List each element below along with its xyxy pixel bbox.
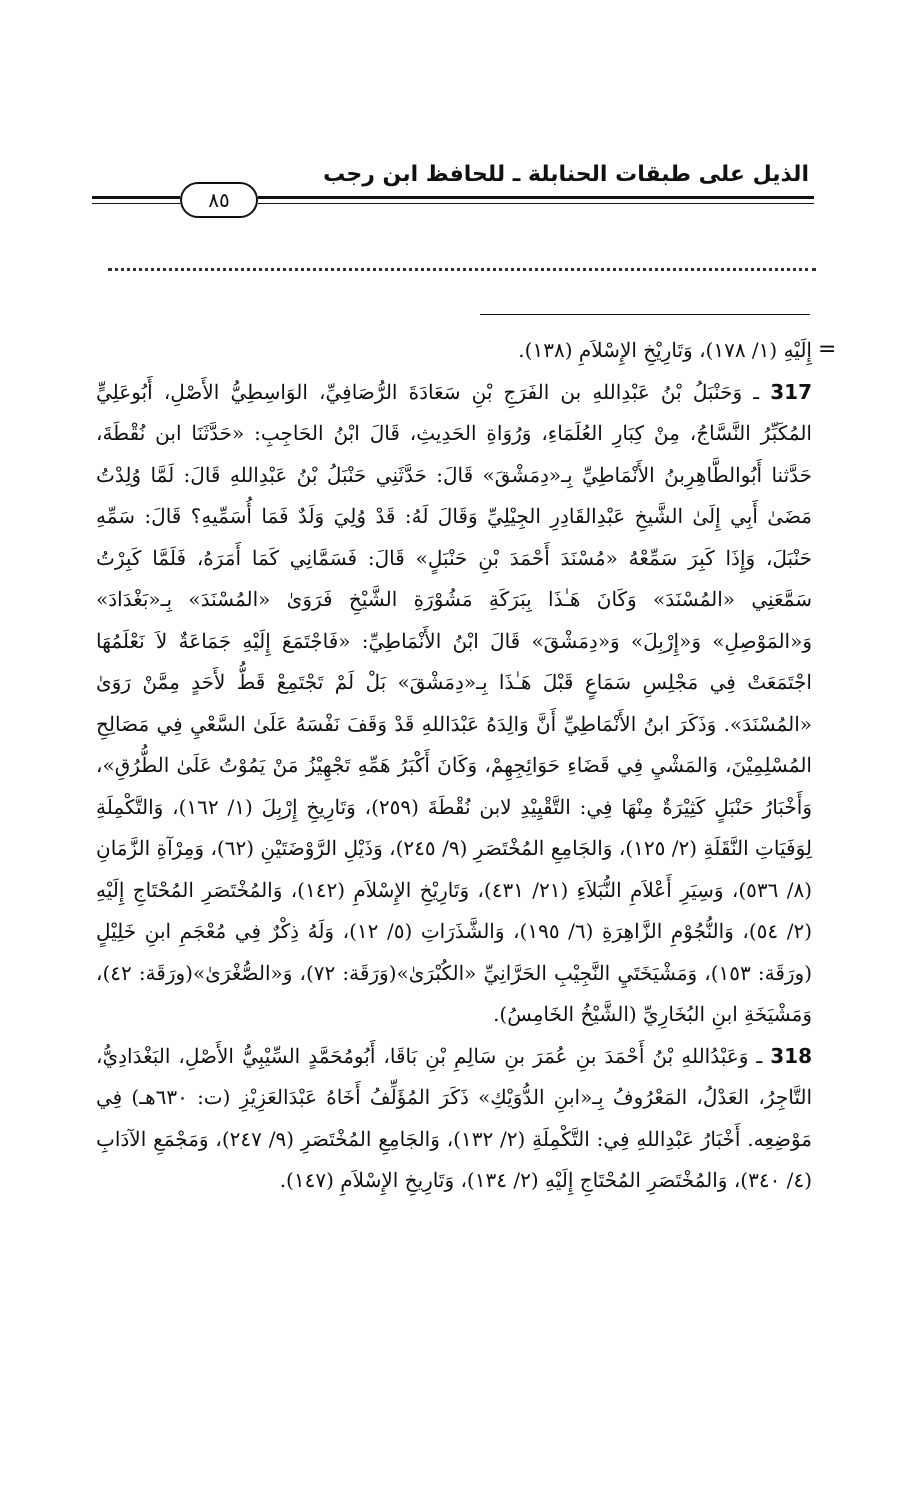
running-header: الذيل على طبقات الحنابلة ـ للحافظ ابن رجب xyxy=(323,162,809,187)
header-rule-right xyxy=(258,196,814,204)
entry-number: 317 xyxy=(770,379,812,404)
continuation-mark: = xyxy=(818,337,837,362)
entry-text: ـ وَحَنْبَلُ بْنُ عَبْدِاللهِ بن الفَرَجِ بْنِ سَعَادَةَ الرُّصَافِيِّ، الوَاسِطِيُّ الأَصْلِ، أَبُوعَلِيٍّ المُكَبِّرُ النَّسَّاجُ، مِنْ كِبَارِ العُلَمَاءِ، وَرُوَاةِ الحَدِيثِ، قَالَ ابْنُ الحَاجِبِ: «حَدَّثَنَا ابن نُقْطَةَ، حَدَّثنا أَبُوالطَّاهِرِبنُ الأَنْمَاطِيِّ بِـ«دِمَشْقَ» قَالَ: حَدَّثَنِي حَنْبَلُ بْنُ عَبْدِاللهِ قَالَ: لَمَّا وُلِدْتُ مَضَىٰ أَبِي إِلَىٰ الشَّيخِ عَبْدِالقَادِرِ الجِيْلِيِّ وَقَالَ لَهُ: قَدْ وُلِيَ وَلَدٌ فَمَا أُسَمِّيهِ؟ قَالَ: سَمِّهِ حَنْبَلَ، وَإِذَا كَبِرَ سَمِّعْهُ «مُسْنَدَ أَحْمَدَ بْنِ حَنْبَلٍ» قَالَ: فَسَمَّانِي كَمَا أَمَرَهُ، فَلَمَّا كَبِرْتُ سَمَّعَنِي «المُسْنَدَ» وَكَانَ هَـٰذَا بِبَرَكَةِ مَشُوْرَةِ الشَّيْخِ فَرَوَىٰ «المُسْنَدَ» بِـ«بَغْدَادَ» وَ«المَوْصِلِ» وَ«إِرْبِلَ» وَ«دِمَشْقَ» قَالَ ابْنُ الأَنْمَاطِيِّ: «فَاجْتَمَعَ إِلَيْهِ جَمَاعَةٌ لاَ نَعْلَمُهَا اجْتَمَعَتْ فِي مَجْلِسِ سَمَاعٍ قَبْلَ هَـٰذَا بِـ«دِمَشْقَ» بَلْ لَمْ تَجْتَمِعْ قَطُّ لأَحَدٍ مِمَّنْ رَوَىٰ «المُسْنَدَ». وَذَكَرَ ابنُ الأَنْمَاطِيِّ أَنَّ وَالِدَهُ عَبْدَاللهِ قَدْ وَقَفَ نَفْسَهُ عَلَىٰ السَّعْيِ فِي مَصَالِحِ المُسْلِمِيْنَ، وَالمَشْيِ فِي قَضَاءِ حَوَائِجِهِمْ، وَكَانَ أَكْبَرُ هَمِّهِ تَجْهِيْزُ مَنْ يَمُوْتُ عَلَىٰ الطُّرُقِ»، وَأَخْبَارُ حَنْبَلٍ كَثِيْرَةٌ مِنْهَا فِي: التَّقْيِيْدِ لابن نُقْطَةَ (٢٥٩)، وَتَارِيخِ إِرْبِلَ (١/ ١٦٢)، وَالتَّكْمِلَةِ لِوَفَيَاتِ النَّقَلَةِ (٢/ ١٢٥)، وَالجَامِعِ المُخْتَصَرِ (٩/ ٢٤٥)، وَذَيْلِ الرَّوْضَتَيْنِ (٦٢)، وَمِرْآةِ الزَّمَانِ (٨/ ٥٣٦)، وَسِيَرِ أَعْلاَمِ النُّبَلاَءِ (٢١/ ٤٣١)، وَتَارِيْخِ الإِسْلاَمِ (١٤٢)، وَالمُخْتَصَرِ المُحْتَاجِ إِلَيْهِ (٢/ ٥٤)، وَالنُّجُوْمِ الزَّاهِرَةِ (٦/ ١٩٥)، وَالشَّذَرَاتِ (٥/ ١٢)، وَلَهُ ذِكْرٌ فِي مُعْجَمِ ابنِ خَلِيْلٍ (ورَقَة: ١٥٣)، وَمَشْيَخَتَيِ النَّجِيْبِ الحَرَّانِيِّ «الكُبْرَىٰ»(وَرَقَة: ٧٢)، وَ«الصُّغْرَىٰ»(ورَقَة: ٤٢)، وَمَشْيَخَةِ ابنِ البُخَارِيِّ (الشَّيْخُ الخَامِسُ). xyxy=(96,379,813,1026)
footnote-separator xyxy=(480,314,810,315)
footnote-continuation: إِلَيْهِ (١/ ١٧٨)، وَتَارِيْخِ الإِسْلاَمِ (١٣٨). xyxy=(518,338,812,362)
entry-text: ـ وَعَبْدُاللهِ بْنُ أَحْمَدَ بنِ عُمَرَ بنِ سَالِمِ بْنِ بَاقَا، أَبُومُحَمَّدٍ السِّيْبِيُّ الأَصْلِ، البَغْدَادِيُّ، التَّاجِرُ، العَدْلُ، المَعْرُوفُ بِـ«ابنِ الدُّوَيْكِ» ذَكَرَ المُؤَلِّفُ أَخَاهُ عَبْدَالعَزِيْزِ (ت: ٦٣٠هـ) فِي مَوْضِعِه. أَخْبَارُ عَبْدِاللهِ فِي: التَّكْمِلَةِ (٢/ ١٣٢)، وَالجَامِعِ المُخْتَصَرِ (٩/ ٢٤٧)، وَمَجْمَعِ الآدَابِ (٤/ ٣٤٠)، وَالمُخْتَصَرِ المُحْتَاجِ إِلَيْهِ (٢/ ١٣٤)، وَتَارِيخِ الإِسْلاَمِ (١٤٧). xyxy=(96,1043,813,1192)
footnotes-body xyxy=(96,330,812,1202)
footnote-entry-318 xyxy=(96,1036,812,1202)
dotted-separator xyxy=(108,268,816,271)
entry-number: 318 xyxy=(770,1043,813,1068)
footnote-entry-317 xyxy=(96,372,812,1036)
header-rule-left xyxy=(92,196,180,204)
page-number: ٨٥ xyxy=(180,182,258,218)
